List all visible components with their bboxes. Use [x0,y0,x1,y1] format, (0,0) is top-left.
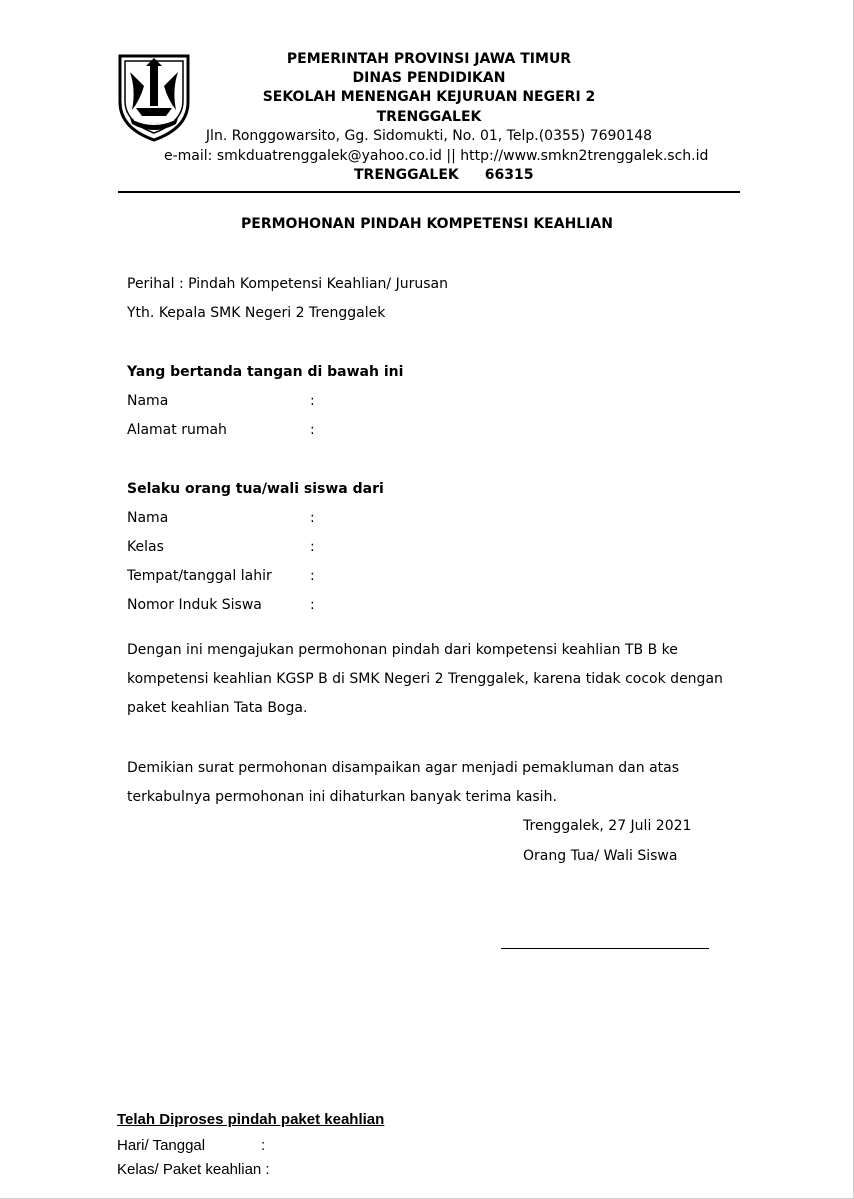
student-nis-colon: : [310,597,315,613]
header-government: PEMERINTAH PROVINSI JAWA TIMUR [286,51,572,67]
student-nis-label: Nomor Induk Siswa [127,597,262,613]
document-title: PERMOHONAN PINDAH KOMPETENSI KEAHLIAN [241,216,613,232]
student-name-colon: : [310,510,315,526]
signature-line [501,948,709,949]
applicant-address-label: Alamat rumah [127,422,227,438]
header-school: SEKOLAH MENENGAH KEJURUAN NEGERI 2 [262,89,596,105]
applicant-address-colon: : [310,422,315,438]
header-department: DINAS PENDIDIKAN [352,70,506,86]
applicant-heading: Yang bertanda tangan di bawah ini [127,364,404,380]
processed-date-colon: : [261,1137,266,1154]
recipient-line: Yth. Kepala SMK Negeri 2 Trenggalek [127,305,386,321]
student-class-colon: : [310,539,315,555]
header-contact: e-mail: smkduatrenggalek@yahoo.co.id || http://www.smkn2trenggalek.sch.id [164,148,709,164]
request-paragraph: Dengan ini mengajukan permohonan pindah dari kompetensi keahlian TB B ke kompetensi keahlian KGSP B di SMK Negeri 2 Trenggalek, karena tidak cocok dengan paket keahlian Tata Boga. [127,642,723,716]
provincial-emblem-icon [116,50,192,142]
header-divider [118,191,740,193]
perihal-line: Perihal : Pindah Kompetensi Keahlian/ Jurusan [127,276,448,292]
processed-heading: Telah Diproses pindah paket keahlian [117,1111,385,1128]
header-address: Jln. Ronggowarsito, Gg. Sidomukti, No. 01, Telp.(0355) 7690148 [205,128,653,144]
header-city: TRENGGALEK [376,109,482,125]
closing-paragraph: Demikian surat permohonan disampaikan agar menjadi pemakluman dan atas terkabulnya permohonan ini dihaturkan banyak terima kasih. [127,760,680,805]
signature-place-date: Trenggalek, 27 Juli 2021 [523,818,692,834]
student-birth-label: Tempat/tanggal lahir [127,568,272,584]
student-heading: Selaku orang tua/wali siswa dari [127,481,384,497]
signature-role: Orang Tua/ Wali Siswa [523,848,678,864]
header-postcode: 66315 [484,167,534,183]
student-name-label: Nama [127,510,169,526]
header-city-postal [354,166,533,185]
processed-class-label: Kelas/ Paket keahlian : [117,1161,270,1178]
header-city-name: TRENGGALEK [354,167,459,183]
processed-date-label: Hari/ Tanggal [117,1137,206,1154]
student-birth-colon: : [310,568,315,584]
applicant-name-colon: : [310,393,315,409]
student-class-label: Kelas [127,539,164,555]
applicant-name-label: Nama [127,393,169,409]
